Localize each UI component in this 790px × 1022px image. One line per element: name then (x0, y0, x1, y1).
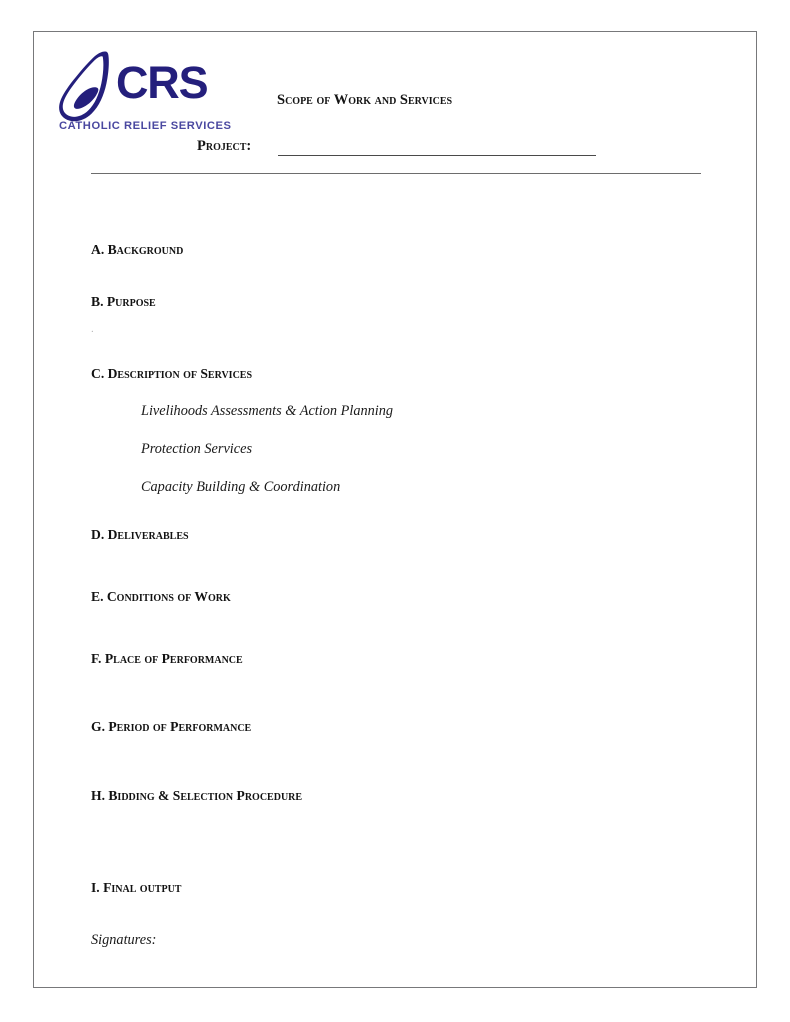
page-title: Scope of Work and Services (277, 92, 453, 108)
list-item: Protection Services (141, 441, 253, 457)
section-heading: H. Bidding & Selection Procedure (91, 788, 303, 803)
list-item: Capacity Building & Coordination (141, 479, 341, 495)
section-heading: G. Period of Performance (91, 719, 252, 734)
crs-tagline: CATHOLIC RELIEF SERVICES (59, 120, 232, 132)
section-heading: D. Deliverables (91, 527, 189, 542)
section-i-final-output (91, 880, 731, 896)
crs-teardrop-flame-icon (58, 50, 124, 122)
section-f-place-of-performance (91, 651, 731, 667)
crs-logo (58, 50, 232, 148)
header-divider (91, 173, 701, 174)
crs-wordmark: CRS (116, 57, 208, 108)
page-border (33, 31, 757, 988)
signatures-label: Signatures: (91, 932, 157, 948)
section-a-background (91, 242, 731, 258)
section-c-description-of-services (91, 366, 731, 496)
document-header (34, 32, 758, 182)
section-d-deliverables (91, 527, 731, 543)
section-heading: C. Description of Services (91, 366, 253, 381)
project-input-underline[interactable] (278, 155, 596, 156)
list-item: Livelihoods Assessments & Action Planning (141, 403, 394, 419)
project-field-row (197, 138, 667, 164)
section-heading: F. Place of Performance (91, 651, 243, 666)
section-heading: E. Conditions of Work (91, 589, 231, 604)
stray-period-mark: . (91, 323, 94, 335)
project-label: Project: (197, 138, 252, 154)
section-c-items (91, 403, 731, 496)
section-heading: B. Purpose (91, 294, 156, 309)
section-b-purpose (91, 294, 731, 310)
section-g-period-of-performance (91, 719, 731, 735)
section-heading: I. Final output (91, 880, 182, 895)
section-e-conditions-of-work (91, 589, 731, 605)
section-heading: A. Background (91, 242, 184, 257)
section-h-bidding-selection-procedure (91, 788, 731, 804)
